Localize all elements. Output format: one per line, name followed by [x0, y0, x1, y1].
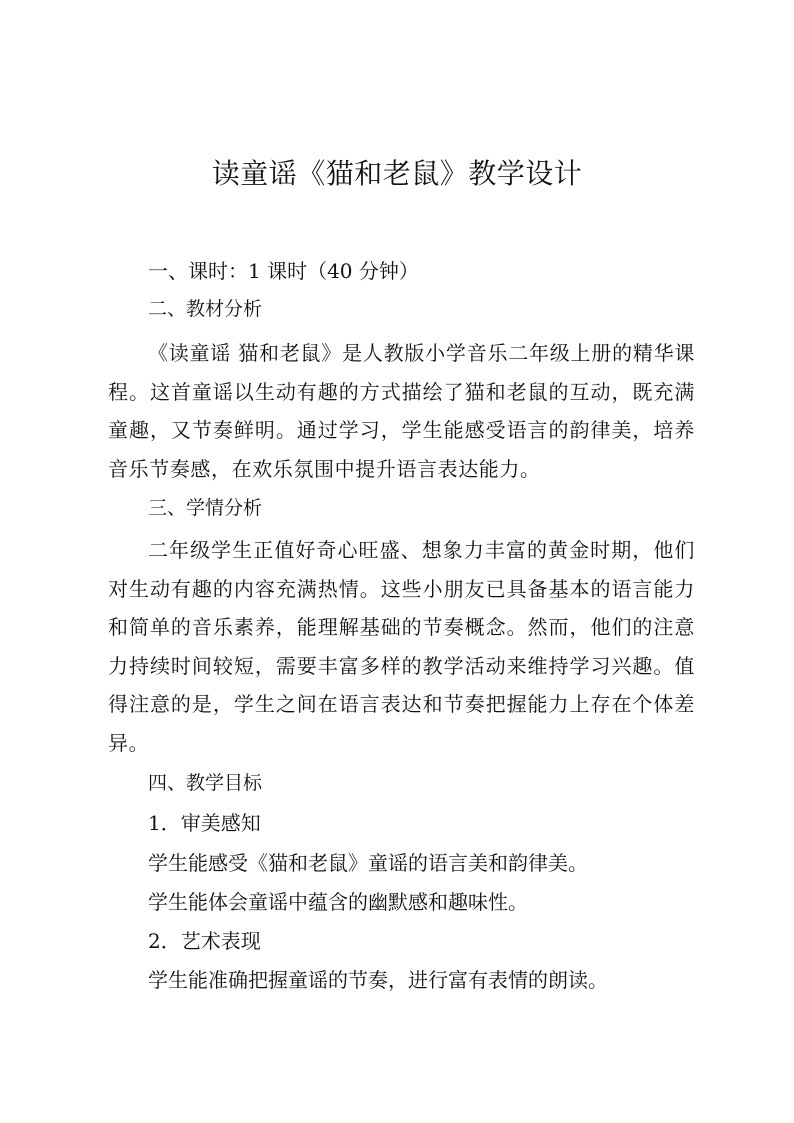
section-heading-materials: 二、教材分析 [148, 298, 263, 320]
goal-item: 学生能感受《猫和老鼠》童谣的语言美和韵律美。 [148, 851, 588, 875]
paragraph-students: 二年级学生正值好奇心旺盛、想象力丰富的黄金时期，他们对生动有趣的内容充满热情。这些小朋友已具备基本的语言能力和简单的音乐素养，能理解基础的节奏概念。然而，他们的注意力持续时间较短，需要丰富多样的教学活动来维持学习兴趣。值得注意的是，学生之间在语言表达和节奏把握能力上存在个体差异。 [108, 538, 695, 755]
paragraph-materials: 《读童谣 猫和老鼠》是人教版小学音乐二年级上册的精华课程。这首童谣以生动有趣的方式描绘了猫和老鼠的互动，既充满童趣，又节奏鲜明。通过学习，学生能感受语言的韵律美，培养音乐节奏感，在欢乐氛围中提升语言表达能力。 [108, 341, 695, 481]
section-heading-goals: 四、教学目标 [148, 772, 263, 794]
document-title: 读童谣《猫和老鼠》教学设计 [211, 157, 583, 190]
lesson-time: 一、课时：1 课时（40 分钟） [148, 259, 419, 283]
section-heading-students: 三、学情分析 [148, 497, 263, 519]
goal-label-aesthetic: 1．审美感知 [148, 811, 261, 835]
goal-item: 学生能准确把握童谣的节奏，进行富有表情的朗读。 [148, 968, 608, 992]
goal-item: 学生能体会童谣中蕴含的幽默感和趣味性。 [148, 890, 528, 914]
goal-label-artistic: 2．艺术表现 [148, 929, 261, 953]
